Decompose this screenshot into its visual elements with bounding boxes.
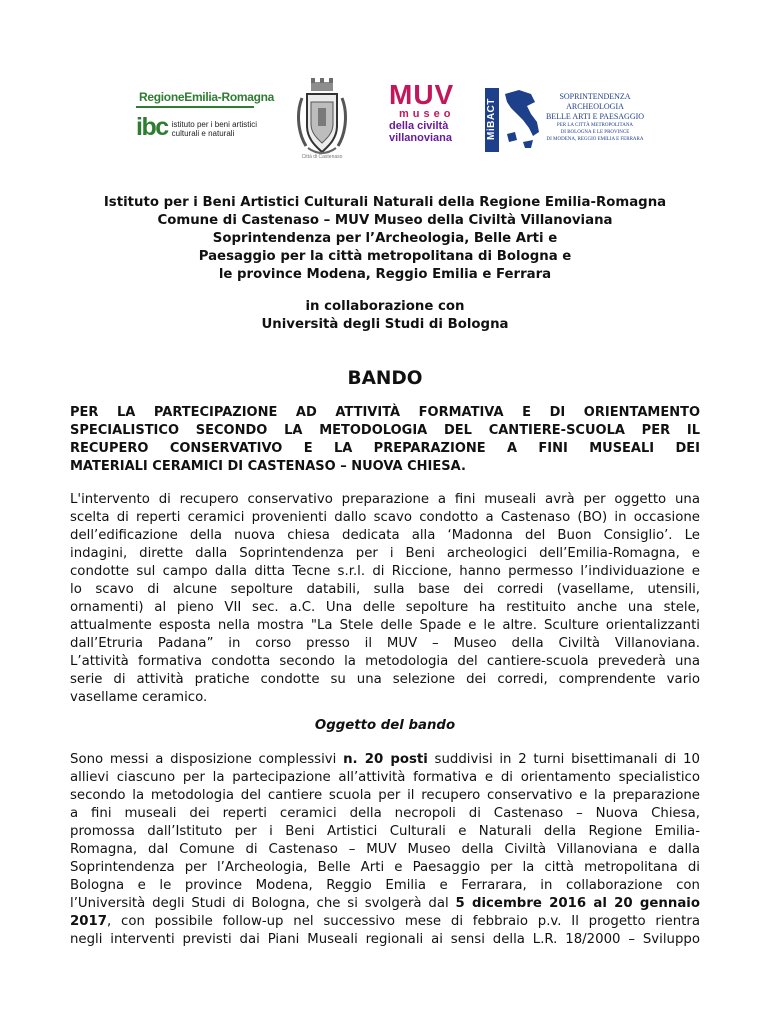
subtitle-line: SPECIALISTICO SECONDO LA METODOLOGIA DEL CANTIERE-SCUOLA PER IL — [70, 423, 700, 438]
object-paragraph — [70, 751, 700, 949]
header-line: Paesaggio per la città metropolitana di Bologna e — [198, 249, 572, 264]
paragraph-line: secondo la metodologia del cantiere scuola per il recupero conservativo e la preparazione — [70, 788, 700, 803]
ibc-logo — [136, 114, 266, 140]
coat-caption: Città di Castenaso — [301, 154, 343, 160]
paragraph-line: L'intervento di recupero conservativo preparazione a fini museali avrà per oggetto una — [70, 492, 700, 507]
paragraph-line: dell’edificazione della nuova chiesa dedicata alla ‘Madonna del Buon Consiglio’. Le — [70, 528, 700, 543]
regione-emilia-romagna-logo — [136, 90, 275, 104]
date-year: 2017 — [70, 914, 108, 929]
collab-line-2: Università degli Studi di Bologna — [261, 317, 509, 332]
sopr-line-5: DI BOLOGNA E LE PROVINCE — [560, 130, 630, 135]
institutions-header — [70, 194, 700, 284]
ibc-caption-line-1: istituto per i beni artistici — [171, 120, 257, 129]
text-run: suddivisi in 2 turni bisettimanali di 10 — [427, 752, 701, 767]
subtitle-line: PER LA PARTECIPAZIONE AD ATTIVITÀ FORMATIVA E DI ORIENTAMENTO — [70, 405, 700, 420]
mibact-bar — [485, 88, 499, 152]
document-subtitle — [70, 404, 700, 476]
ibc-caption — [172, 120, 257, 138]
text-run: , con possibile follow-up nel successivo mese di febbraio p.v. Il progetto rientra — [107, 914, 700, 929]
section-title: Oggetto del bando — [314, 718, 456, 733]
mibact-label: MiBACT — [486, 98, 497, 140]
sopr-line-6: DI MODENA, REGGIO EMILIA E FERRARA — [546, 137, 644, 142]
intro-paragraph — [70, 491, 700, 707]
document-title: BANDO — [347, 368, 423, 389]
paragraph-line: vasellame ceramico. — [70, 690, 208, 705]
regione-divider — [136, 106, 254, 108]
text-run: Sono messi a disposizione complessivi — [70, 752, 344, 767]
logo-strip — [0, 72, 770, 182]
header-line: Istituto per i Beni Artistici Culturali Naturali della Regione Emilia-Romagna — [103, 195, 667, 210]
paragraph-line: a fini museali dei reperti ceramici della necropoli di Castenaso – Nuova Chiesa, — [70, 806, 700, 821]
header-line: Soprintendenza per l’Archeologia, Belle Arti e — [212, 231, 558, 246]
paragraph-line — [70, 751, 700, 769]
paragraph-line: scelta di reperti ceramici provenienti dallo scavo condotto a Castenaso (BO) in occasione — [70, 510, 700, 525]
sopr-line-3: BELLE ARTI E PAESAGGIO — [545, 112, 645, 121]
header-line: Comune di Castenaso – MUV Museo della Civiltà Villanoviana — [157, 213, 613, 228]
mibact-soprintendenza-logo — [485, 86, 645, 158]
collab-line-1: in collaborazione con — [305, 299, 465, 314]
paragraph-line — [70, 913, 700, 931]
paragraph-line: Soprintendenza per l’Archeologia, Belle Arti e Paesaggio per la città metropolitana di — [70, 860, 700, 875]
muv-logo — [389, 79, 469, 144]
paragraph-line: promossa dall’Istituto per i Beni Artistici Culturali e Naturali della Regione Emilia- — [70, 824, 700, 839]
paragraph-line: serie di attività pratiche condotte su una selezione dei corredi, comprendente vario — [70, 672, 700, 687]
ibc-mark: ibc — [136, 113, 168, 141]
paragraph-line: dall’Etruria Padana” in corso presso il MUV – Museo della Civiltà Villanoviana. — [70, 636, 700, 651]
sopr-line-2: ARCHEOLOGIA — [566, 102, 624, 111]
soprintendenza-text — [545, 92, 645, 143]
paragraph-line: allievi ciascuno per la partecipazione all’attività formativa e di orientamento specialistico — [70, 770, 700, 785]
posts-count: n. 20 posti — [343, 752, 428, 767]
date-range: 5 dicembre 2016 al 20 gennaio — [455, 896, 700, 911]
muv-line-2: villanoviana — [389, 132, 452, 144]
paragraph-line: lo scavo di alcune sepolture databili, sulla base dei corredi (vasellame, utensili, — [70, 582, 700, 597]
muv-museo: museo — [399, 108, 455, 120]
subtitle-line: RECUPERO CONSERVATIVO E LA PREPARAZIONE A FINI MUSEALI DEI — [70, 441, 700, 456]
paragraph-line: Bologna e le province Modena, Reggio Emilia e Ferrarara, in collaborazione con — [70, 878, 700, 893]
sopr-line-1: SOPRINTENDENZA — [559, 92, 631, 101]
paragraph-line: indagini, dirette dalla Soprintendenza per i Beni archeologici dell’Emilia-Romagna, e — [70, 546, 700, 561]
subtitle-line: MATERIALI CERAMICI DI CASTENASO – NUOVA CHIESA. — [70, 459, 466, 474]
paragraph-line: attualmente esposta nella mostra "La Stele delle Spade e le altre. Sculture orientalizzanti — [70, 618, 700, 633]
header-line: le province Modena, Reggio Emilia e Ferrara — [218, 267, 552, 282]
text-run: l’Università degli Studi di Bologna, che si svolgerà dal — [70, 896, 456, 911]
regione-name: RegioneEmilia-Romagna — [139, 90, 275, 104]
paragraph-line — [70, 895, 700, 913]
italy-map-icon — [501, 88, 541, 152]
ibc-caption-line-2: culturali e naturali — [171, 129, 235, 138]
paragraph-line: L’attività formativa condotta secondo la metodologia del cantiere-scuola prevederà una — [70, 654, 700, 669]
regione-ibc-logo — [136, 90, 275, 141]
paragraph-line: condotte sul campo dalla ditta Tecne s.r.l. di Riccione, hanno permesso l’individuazione e — [70, 564, 700, 579]
paragraph-line: Romagna, dal Comune di Castenaso – MUV Museo della Civiltà Villanoviana e dalla — [70, 842, 700, 857]
muv-title: MUV — [389, 79, 455, 110]
paragraph-line: negli interventi previsti dai Piani Museali regionali ai sensi della L.R. 18/2000 – Sviluppo — [70, 932, 700, 947]
muv-line-1: della civiltà — [389, 120, 449, 132]
sopr-line-4: PER LA CITTÀ METROPOLITANA — [556, 123, 634, 128]
collaboration-note — [70, 298, 700, 334]
paragraph-line: ornamenti) al pieno VII sec. a.C. Una delle sepolture ha restituito anche una stele, — [70, 600, 700, 615]
